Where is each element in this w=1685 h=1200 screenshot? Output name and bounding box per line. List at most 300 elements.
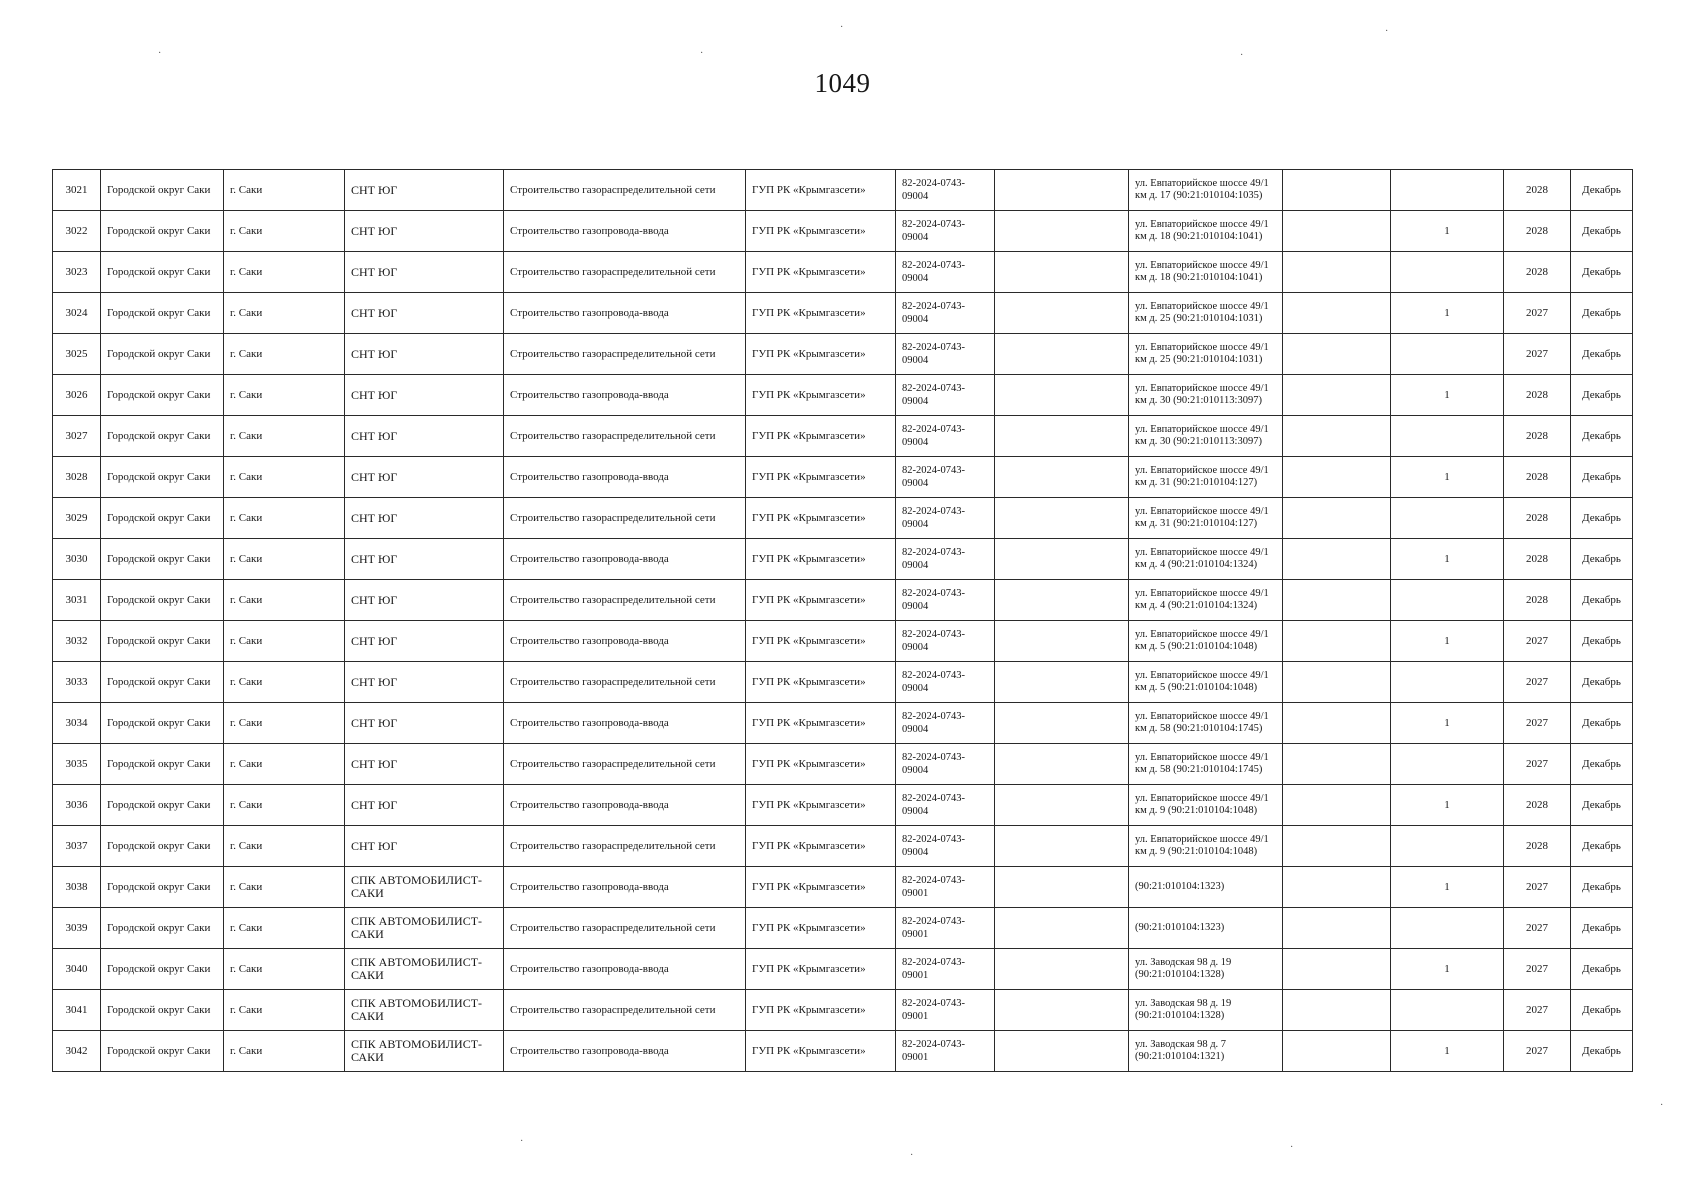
register-table <box>52 169 1633 1072</box>
quantity-cell: 1 <box>1391 211 1504 252</box>
registry-code-cell: 82-2024-0743-09004 <box>896 703 995 744</box>
registry-code-cell: 82-2024-0743-09004 <box>896 580 995 621</box>
registry-code-cell: 82-2024-0743-09004 <box>896 170 995 211</box>
work-type-cell: Строительство газораспределительной сети <box>504 416 746 457</box>
registry-code-cell: 82-2024-0743-09001 <box>896 949 995 990</box>
quantity-cell: 1 <box>1391 457 1504 498</box>
blank-cell <box>1283 662 1391 703</box>
district-cell: Городской округ Саки <box>101 252 224 293</box>
address-cell: ул. Евпаторийское шоссе 49/1 км д. 5 (90:21:010104:1048) <box>1129 662 1283 703</box>
table-body <box>53 170 1633 1072</box>
work-type-cell: Строительство газораспределительной сети <box>504 908 746 949</box>
year-cell: 2027 <box>1504 990 1571 1031</box>
table-row <box>53 1031 1633 1072</box>
year-cell: 2028 <box>1504 785 1571 826</box>
district-cell: Городской округ Саки <box>101 170 224 211</box>
table-row <box>53 662 1633 703</box>
row-number: 3021 <box>53 170 101 211</box>
registry-code-cell: 82-2024-0743-09004 <box>896 334 995 375</box>
organization-cell: СНТ ЮГ <box>345 498 504 539</box>
year-cell: 2028 <box>1504 211 1571 252</box>
year-cell: 2027 <box>1504 867 1571 908</box>
district-cell: Городской округ Саки <box>101 662 224 703</box>
quantity-cell <box>1391 908 1504 949</box>
blank-cell <box>1283 867 1391 908</box>
registry-code-cell: 82-2024-0743-09004 <box>896 416 995 457</box>
table-row <box>53 908 1633 949</box>
blank-cell <box>1283 457 1391 498</box>
district-cell: Городской округ Саки <box>101 949 224 990</box>
locality-cell: г. Саки <box>224 252 345 293</box>
locality-cell: г. Саки <box>224 744 345 785</box>
blank-cell <box>1283 1031 1391 1072</box>
quantity-cell <box>1391 662 1504 703</box>
organization-cell: СНТ ЮГ <box>345 662 504 703</box>
organization-cell: СПК АВТОМОБИЛИСТ-САКИ <box>345 908 504 949</box>
organization-cell: СНТ ЮГ <box>345 416 504 457</box>
blank-cell <box>995 580 1129 621</box>
month-cell: Декабрь <box>1571 498 1633 539</box>
locality-cell: г. Саки <box>224 293 345 334</box>
district-cell: Городской округ Саки <box>101 580 224 621</box>
row-number: 3025 <box>53 334 101 375</box>
address-cell: ул. Евпаторийское шоссе 49/1 км д. 17 (90:21:010104:1035) <box>1129 170 1283 211</box>
organization-cell: СНТ ЮГ <box>345 539 504 580</box>
registry-code-cell: 82-2024-0743-09004 <box>896 457 995 498</box>
month-cell: Декабрь <box>1571 416 1633 457</box>
blank-cell <box>995 211 1129 252</box>
registry-code-cell: 82-2024-0743-09004 <box>896 744 995 785</box>
month-cell: Декабрь <box>1571 867 1633 908</box>
work-type-cell: Строительство газопровода-ввода <box>504 539 746 580</box>
month-cell: Декабрь <box>1571 785 1633 826</box>
row-number: 3031 <box>53 580 101 621</box>
registry-code-cell: 82-2024-0743-09004 <box>896 252 995 293</box>
year-cell: 2027 <box>1504 949 1571 990</box>
work-type-cell: Строительство газораспределительной сети <box>504 826 746 867</box>
registry-code-cell: 82-2024-0743-09001 <box>896 990 995 1031</box>
address-cell: ул. Евпаторийское шоссе 49/1 км д. 4 (90:21:010104:1324) <box>1129 539 1283 580</box>
district-cell: Городской округ Саки <box>101 293 224 334</box>
registry-code-cell: 82-2024-0743-09004 <box>896 662 995 703</box>
table-row <box>53 990 1633 1031</box>
locality-cell: г. Саки <box>224 334 345 375</box>
year-cell: 2027 <box>1504 744 1571 785</box>
scan-speck: · <box>158 48 162 59</box>
organization-cell: СНТ ЮГ <box>345 252 504 293</box>
month-cell: Декабрь <box>1571 457 1633 498</box>
work-type-cell: Строительство газораспределительной сети <box>504 170 746 211</box>
row-number: 3037 <box>53 826 101 867</box>
blank-cell <box>995 457 1129 498</box>
operator-cell: ГУП РК «Крымгазсети» <box>746 498 896 539</box>
work-type-cell: Строительство газопровода-ввода <box>504 211 746 252</box>
work-type-cell: Строительство газораспределительной сети <box>504 334 746 375</box>
quantity-cell: 1 <box>1391 867 1504 908</box>
year-cell: 2027 <box>1504 621 1571 662</box>
quantity-cell <box>1391 990 1504 1031</box>
operator-cell: ГУП РК «Крымгазсети» <box>746 580 896 621</box>
locality-cell: г. Саки <box>224 662 345 703</box>
row-number: 3035 <box>53 744 101 785</box>
year-cell: 2028 <box>1504 498 1571 539</box>
row-number: 3030 <box>53 539 101 580</box>
operator-cell: ГУП РК «Крымгазсети» <box>746 170 896 211</box>
blank-cell <box>1283 826 1391 867</box>
district-cell: Городской округ Саки <box>101 539 224 580</box>
locality-cell: г. Саки <box>224 703 345 744</box>
operator-cell: ГУП РК «Крымгазсети» <box>746 539 896 580</box>
row-number: 3038 <box>53 867 101 908</box>
blank-cell <box>995 949 1129 990</box>
district-cell: Городской округ Саки <box>101 785 224 826</box>
registry-code-cell: 82-2024-0743-09004 <box>896 539 995 580</box>
month-cell: Декабрь <box>1571 621 1633 662</box>
organization-cell: СПК АВТОМОБИЛИСТ-САКИ <box>345 867 504 908</box>
scan-speck: · <box>1660 1100 1664 1111</box>
organization-cell: СНТ ЮГ <box>345 744 504 785</box>
address-cell: ул. Евпаторийское шоссе 49/1 км д. 18 (90:21:010104:1041) <box>1129 252 1283 293</box>
address-cell: ул. Евпаторийское шоссе 49/1 км д. 4 (90:21:010104:1324) <box>1129 580 1283 621</box>
organization-cell: СПК АВТОМОБИЛИСТ-САКИ <box>345 990 504 1031</box>
organization-cell: СНТ ЮГ <box>345 375 504 416</box>
month-cell: Декабрь <box>1571 375 1633 416</box>
locality-cell: г. Саки <box>224 539 345 580</box>
address-cell: ул. Евпаторийское шоссе 49/1 км д. 30 (90:21:010113:3097) <box>1129 375 1283 416</box>
work-type-cell: Строительство газопровода-ввода <box>504 621 746 662</box>
month-cell: Декабрь <box>1571 908 1633 949</box>
blank-cell <box>1283 375 1391 416</box>
registry-code-cell: 82-2024-0743-09004 <box>896 498 995 539</box>
locality-cell: г. Саки <box>224 498 345 539</box>
blank-cell <box>995 785 1129 826</box>
scan-speck: · <box>910 1150 914 1161</box>
quantity-cell <box>1391 744 1504 785</box>
row-number: 3024 <box>53 293 101 334</box>
table-row <box>53 826 1633 867</box>
locality-cell: г. Саки <box>224 621 345 662</box>
scan-speck: · <box>1385 26 1389 37</box>
page-number: 1049 <box>814 68 871 98</box>
month-cell: Декабрь <box>1571 211 1633 252</box>
work-type-cell: Строительство газопровода-ввода <box>504 949 746 990</box>
table-row <box>53 949 1633 990</box>
district-cell: Городской округ Саки <box>101 1031 224 1072</box>
row-number: 3032 <box>53 621 101 662</box>
organization-cell: СНТ ЮГ <box>345 826 504 867</box>
work-type-cell: Строительство газопровода-ввода <box>504 785 746 826</box>
blank-cell <box>1283 744 1391 785</box>
address-cell: ул. Заводская 98 д. 7 (90:21:010104:1321) <box>1129 1031 1283 1072</box>
blank-cell <box>1283 949 1391 990</box>
district-cell: Городской округ Саки <box>101 744 224 785</box>
district-cell: Городской округ Саки <box>101 621 224 662</box>
table-row <box>53 498 1633 539</box>
month-cell: Декабрь <box>1571 744 1633 785</box>
scan-speck: · <box>1240 50 1244 61</box>
row-number: 3027 <box>53 416 101 457</box>
blank-cell <box>1283 580 1391 621</box>
row-number: 3033 <box>53 662 101 703</box>
year-cell: 2028 <box>1504 252 1571 293</box>
month-cell: Декабрь <box>1571 539 1633 580</box>
month-cell: Декабрь <box>1571 580 1633 621</box>
locality-cell: г. Саки <box>224 211 345 252</box>
quantity-cell <box>1391 580 1504 621</box>
address-cell: ул. Евпаторийское шоссе 49/1 км д. 58 (90:21:010104:1745) <box>1129 703 1283 744</box>
locality-cell: г. Саки <box>224 375 345 416</box>
registry-code-cell: 82-2024-0743-09004 <box>896 375 995 416</box>
address-cell: ул. Евпаторийское шоссе 49/1 км д. 31 (90:21:010104:127) <box>1129 498 1283 539</box>
year-cell: 2027 <box>1504 293 1571 334</box>
locality-cell: г. Саки <box>224 867 345 908</box>
year-cell: 2028 <box>1504 375 1571 416</box>
table-row <box>53 457 1633 498</box>
blank-cell <box>1283 334 1391 375</box>
locality-cell: г. Саки <box>224 1031 345 1072</box>
quantity-cell <box>1391 826 1504 867</box>
quantity-cell <box>1391 252 1504 293</box>
blank-cell <box>1283 785 1391 826</box>
address-cell: ул. Евпаторийское шоссе 49/1 км д. 18 (90:21:010104:1041) <box>1129 211 1283 252</box>
blank-cell <box>995 744 1129 785</box>
blank-cell <box>1283 170 1391 211</box>
address-cell: ул. Заводская 98 д. 19 (90:21:010104:1328) <box>1129 949 1283 990</box>
operator-cell: ГУП РК «Крымгазсети» <box>746 703 896 744</box>
work-type-cell: Строительство газораспределительной сети <box>504 662 746 703</box>
operator-cell: ГУП РК «Крымгазсети» <box>746 744 896 785</box>
month-cell: Декабрь <box>1571 1031 1633 1072</box>
locality-cell: г. Саки <box>224 416 345 457</box>
quantity-cell: 1 <box>1391 621 1504 662</box>
district-cell: Городской округ Саки <box>101 990 224 1031</box>
row-number: 3040 <box>53 949 101 990</box>
operator-cell: ГУП РК «Крымгазсети» <box>746 334 896 375</box>
address-cell: (90:21:010104:1323) <box>1129 867 1283 908</box>
work-type-cell: Строительство газопровода-ввода <box>504 293 746 334</box>
scan-speck: · <box>1290 1142 1294 1153</box>
table-row <box>53 539 1633 580</box>
district-cell: Городской округ Саки <box>101 908 224 949</box>
registry-code-cell: 82-2024-0743-09004 <box>896 293 995 334</box>
registry-code-cell: 82-2024-0743-09001 <box>896 867 995 908</box>
address-cell: ул. Евпаторийское шоссе 49/1 км д. 25 (90:21:010104:1031) <box>1129 334 1283 375</box>
month-cell: Декабрь <box>1571 826 1633 867</box>
quantity-cell: 1 <box>1391 703 1504 744</box>
blank-cell <box>995 908 1129 949</box>
organization-cell: СПК АВТОМОБИЛИСТ-САКИ <box>345 1031 504 1072</box>
blank-cell <box>995 334 1129 375</box>
operator-cell: ГУП РК «Крымгазсети» <box>746 252 896 293</box>
district-cell: Городской округ Саки <box>101 457 224 498</box>
year-cell: 2027 <box>1504 1031 1571 1072</box>
year-cell: 2027 <box>1504 334 1571 375</box>
row-number: 3034 <box>53 703 101 744</box>
blank-cell <box>995 416 1129 457</box>
row-number: 3041 <box>53 990 101 1031</box>
organization-cell: СНТ ЮГ <box>345 457 504 498</box>
registry-code-cell: 82-2024-0743-09001 <box>896 908 995 949</box>
work-type-cell: Строительство газораспределительной сети <box>504 744 746 785</box>
operator-cell: ГУП РК «Крымгазсети» <box>746 949 896 990</box>
operator-cell: ГУП РК «Крымгазсети» <box>746 990 896 1031</box>
table-row <box>53 293 1633 334</box>
locality-cell: г. Саки <box>224 908 345 949</box>
operator-cell: ГУП РК «Крымгазсети» <box>746 621 896 662</box>
organization-cell: СНТ ЮГ <box>345 334 504 375</box>
work-type-cell: Строительство газопровода-ввода <box>504 867 746 908</box>
registry-code-cell: 82-2024-0743-09004 <box>896 785 995 826</box>
year-cell: 2027 <box>1504 908 1571 949</box>
address-cell: ул. Заводская 98 д. 19 (90:21:010104:1328) <box>1129 990 1283 1031</box>
table-row <box>53 785 1633 826</box>
organization-cell: СНТ ЮГ <box>345 580 504 621</box>
blank-cell <box>995 826 1129 867</box>
operator-cell: ГУП РК «Крымгазсети» <box>746 908 896 949</box>
table-row <box>53 252 1633 293</box>
blank-cell <box>995 498 1129 539</box>
row-number: 3022 <box>53 211 101 252</box>
locality-cell: г. Саки <box>224 949 345 990</box>
work-type-cell: Строительство газораспределительной сети <box>504 990 746 1031</box>
blank-cell <box>995 170 1129 211</box>
scan-speck: · <box>520 1136 524 1147</box>
district-cell: Городской округ Саки <box>101 826 224 867</box>
registry-code-cell: 82-2024-0743-09001 <box>896 1031 995 1072</box>
locality-cell: г. Саки <box>224 580 345 621</box>
table-row <box>53 867 1633 908</box>
work-type-cell: Строительство газопровода-ввода <box>504 1031 746 1072</box>
quantity-cell <box>1391 170 1504 211</box>
month-cell: Декабрь <box>1571 334 1633 375</box>
table-row <box>53 170 1633 211</box>
year-cell: 2027 <box>1504 703 1571 744</box>
blank-cell <box>995 1031 1129 1072</box>
organization-cell: СНТ ЮГ <box>345 785 504 826</box>
locality-cell: г. Саки <box>224 457 345 498</box>
locality-cell: г. Саки <box>224 170 345 211</box>
district-cell: Городской округ Саки <box>101 867 224 908</box>
quantity-cell <box>1391 498 1504 539</box>
blank-cell <box>1283 293 1391 334</box>
operator-cell: ГУП РК «Крымгазсети» <box>746 785 896 826</box>
operator-cell: ГУП РК «Крымгазсети» <box>746 211 896 252</box>
row-number: 3042 <box>53 1031 101 1072</box>
table-row <box>53 375 1633 416</box>
work-type-cell: Строительство газораспределительной сети <box>504 252 746 293</box>
blank-cell <box>1283 990 1391 1031</box>
locality-cell: г. Саки <box>224 990 345 1031</box>
quantity-cell: 1 <box>1391 293 1504 334</box>
year-cell: 2027 <box>1504 662 1571 703</box>
year-cell: 2028 <box>1504 826 1571 867</box>
table-row <box>53 703 1633 744</box>
month-cell: Декабрь <box>1571 703 1633 744</box>
table-row <box>53 211 1633 252</box>
address-cell: ул. Евпаторийское шоссе 49/1 км д. 5 (90:21:010104:1048) <box>1129 621 1283 662</box>
address-cell: ул. Евпаторийское шоссе 49/1 км д. 9 (90:21:010104:1048) <box>1129 826 1283 867</box>
scan-speck: · <box>840 22 844 33</box>
locality-cell: г. Саки <box>224 826 345 867</box>
organization-cell: СНТ ЮГ <box>345 293 504 334</box>
operator-cell: ГУП РК «Крымгазсети» <box>746 375 896 416</box>
organization-cell: СНТ ЮГ <box>345 170 504 211</box>
year-cell: 2028 <box>1504 539 1571 580</box>
row-number: 3029 <box>53 498 101 539</box>
row-number: 3023 <box>53 252 101 293</box>
address-cell: (90:21:010104:1323) <box>1129 908 1283 949</box>
quantity-cell: 1 <box>1391 375 1504 416</box>
year-cell: 2028 <box>1504 416 1571 457</box>
table-row <box>53 334 1633 375</box>
work-type-cell: Строительство газопровода-ввода <box>504 375 746 416</box>
row-number: 3036 <box>53 785 101 826</box>
blank-cell <box>1283 621 1391 662</box>
blank-cell <box>1283 498 1391 539</box>
blank-cell <box>995 375 1129 416</box>
blank-cell <box>1283 908 1391 949</box>
blank-cell <box>1283 539 1391 580</box>
operator-cell: ГУП РК «Крымгазсети» <box>746 1031 896 1072</box>
month-cell: Декабрь <box>1571 662 1633 703</box>
quantity-cell: 1 <box>1391 949 1504 990</box>
blank-cell <box>995 867 1129 908</box>
address-cell: ул. Евпаторийское шоссе 49/1 км д. 31 (90:21:010104:127) <box>1129 457 1283 498</box>
blank-cell <box>995 293 1129 334</box>
organization-cell: СНТ ЮГ <box>345 211 504 252</box>
organization-cell: СНТ ЮГ <box>345 621 504 662</box>
operator-cell: ГУП РК «Крымгазсети» <box>746 457 896 498</box>
month-cell: Декабрь <box>1571 293 1633 334</box>
quantity-cell: 1 <box>1391 1031 1504 1072</box>
month-cell: Декабрь <box>1571 170 1633 211</box>
table-row <box>53 621 1633 662</box>
year-cell: 2028 <box>1504 457 1571 498</box>
organization-cell: СПК АВТОМОБИЛИСТ-САКИ <box>345 949 504 990</box>
row-number: 3026 <box>53 375 101 416</box>
month-cell: Декабрь <box>1571 949 1633 990</box>
address-cell: ул. Евпаторийское шоссе 49/1 км д. 58 (90:21:010104:1745) <box>1129 744 1283 785</box>
blank-cell <box>1283 211 1391 252</box>
operator-cell: ГУП РК «Крымгазсети» <box>746 293 896 334</box>
year-cell: 2028 <box>1504 580 1571 621</box>
scan-speck: · <box>700 48 704 59</box>
blank-cell <box>995 252 1129 293</box>
district-cell: Городской округ Саки <box>101 416 224 457</box>
work-type-cell: Строительство газораспределительной сети <box>504 498 746 539</box>
blank-cell <box>1283 252 1391 293</box>
district-cell: Городской округ Саки <box>101 498 224 539</box>
quantity-cell: 1 <box>1391 785 1504 826</box>
locality-cell: г. Саки <box>224 785 345 826</box>
district-cell: Городской округ Саки <box>101 211 224 252</box>
blank-cell <box>1283 703 1391 744</box>
registry-code-cell: 82-2024-0743-09004 <box>896 621 995 662</box>
row-number: 3039 <box>53 908 101 949</box>
district-cell: Городской округ Саки <box>101 334 224 375</box>
address-cell: ул. Евпаторийское шоссе 49/1 км д. 25 (90:21:010104:1031) <box>1129 293 1283 334</box>
month-cell: Декабрь <box>1571 252 1633 293</box>
table-row <box>53 416 1633 457</box>
row-number: 3028 <box>53 457 101 498</box>
blank-cell <box>995 662 1129 703</box>
district-cell: Городской округ Саки <box>101 703 224 744</box>
operator-cell: ГУП РК «Крымгазсети» <box>746 826 896 867</box>
blank-cell <box>995 621 1129 662</box>
quantity-cell <box>1391 416 1504 457</box>
quantity-cell <box>1391 334 1504 375</box>
address-cell: ул. Евпаторийское шоссе 49/1 км д. 9 (90:21:010104:1048) <box>1129 785 1283 826</box>
